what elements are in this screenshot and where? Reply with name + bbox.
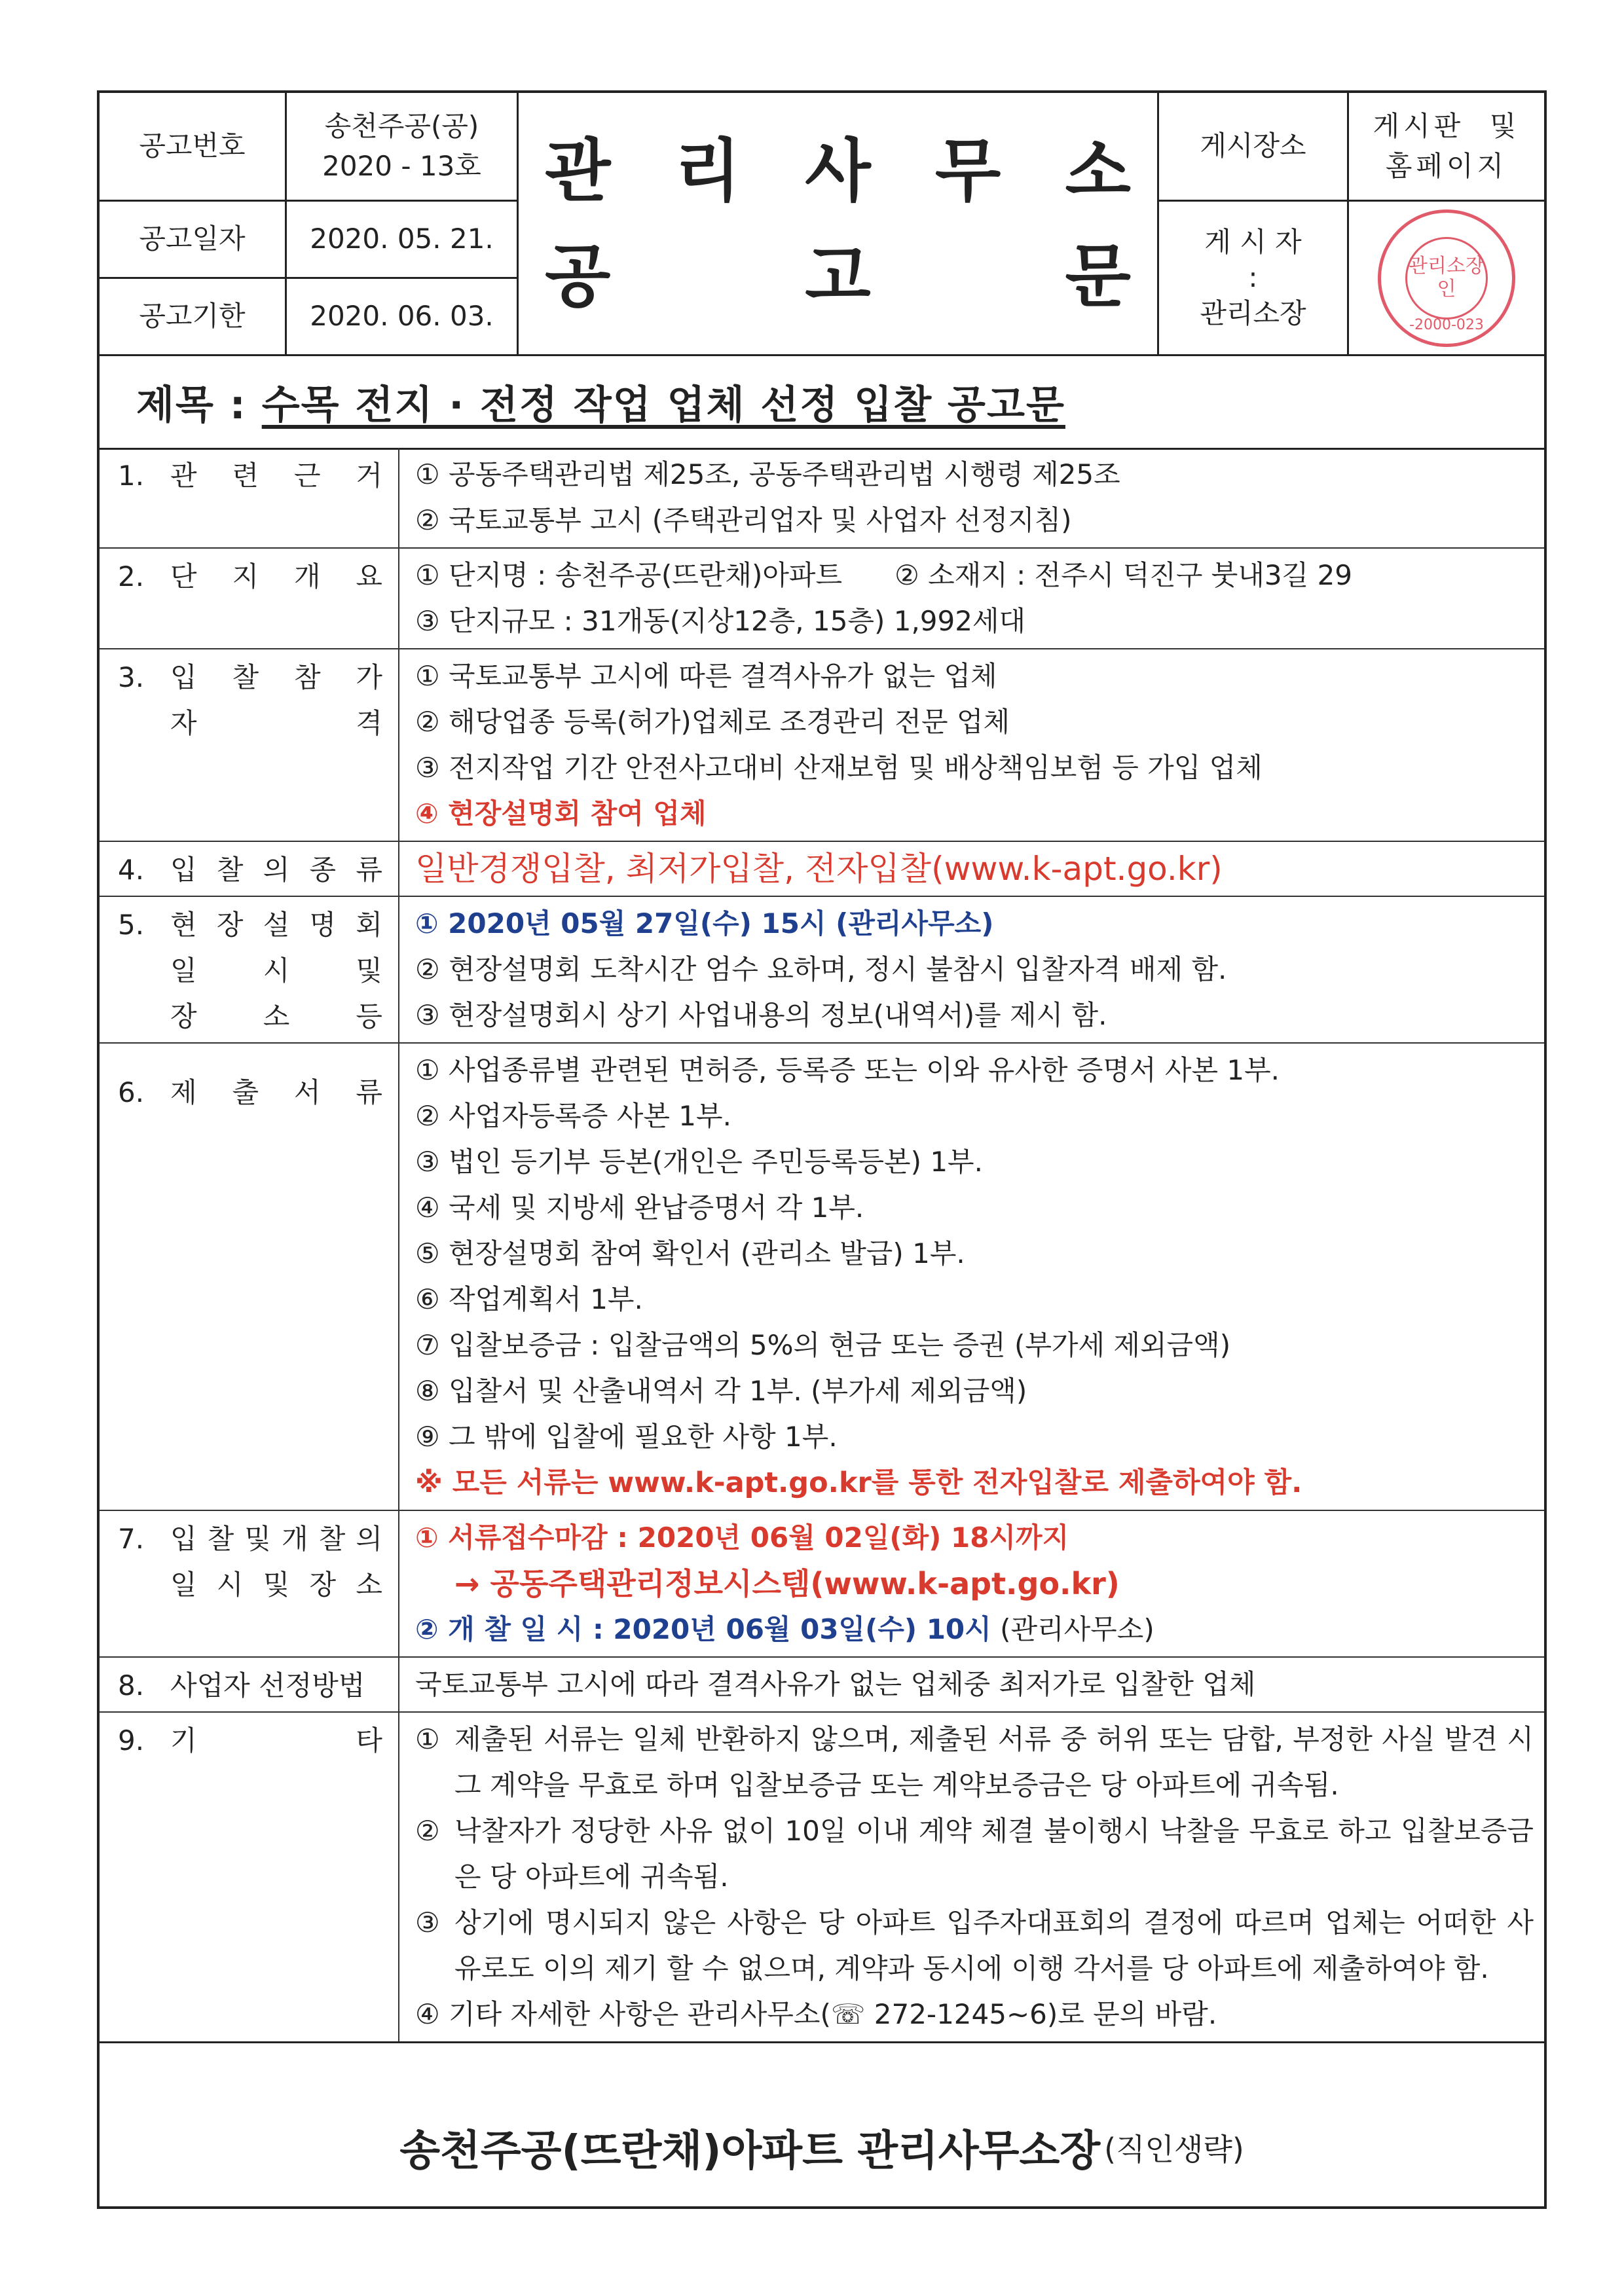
label-char: 찰 (216, 854, 244, 886)
content-item (415, 1717, 1534, 1808)
notice-date-label: 공고일자 (100, 202, 287, 279)
stamp-cell (1349, 202, 1544, 356)
label-char: 요 (356, 560, 382, 592)
poster-line2: : (1248, 261, 1258, 294)
label-char: 의 (263, 854, 290, 886)
section-number: 9. (118, 1724, 145, 1757)
label-char: 일 (170, 955, 197, 987)
label-char: 제 (170, 1076, 197, 1108)
label-text (170, 1070, 382, 1116)
item-marker: ① (415, 1723, 440, 1755)
section-content (399, 549, 1544, 648)
content-line-highlight: ① 서류접수마감 : 2020년 06월 02일(화) 18시까지 (415, 1522, 1069, 1554)
section-required-documents (100, 1044, 1544, 1511)
label-char: 단 (170, 560, 197, 592)
heading-char: 사 (805, 130, 871, 211)
label-char: 장 (216, 909, 244, 941)
content-line: ① 단지명 : 송천주공(뜨란채)아파트 (415, 559, 843, 591)
label-char: 거 (356, 460, 382, 492)
poster-line3: 관리소장 (1200, 297, 1306, 329)
label-char: 개 (282, 1523, 308, 1555)
item-text: 제출된 서류는 일체 반환하지 않으며, 제출된 서류 중 허위 또는 담합, 부정한 사실 발견 시 그 계약을 무효로 하며 입찰보증금 또는 계약보증금은 당 아파트에 귀속됨. (454, 1723, 1534, 1801)
label-char: 장 (309, 1569, 337, 1601)
section-number: 8. (118, 1669, 145, 1702)
label-text (170, 554, 382, 600)
notice-no-value (287, 93, 519, 202)
poster-label (1159, 202, 1349, 356)
section-bid-type (100, 842, 1544, 897)
label-char: 찰 (232, 661, 259, 693)
heading-char: 리 (674, 130, 741, 211)
section-label (100, 1658, 399, 1711)
section-legal-basis (100, 448, 1544, 549)
content-line-highlight: ② 개 찰 일 시 : 2020년 06월 03일(수) 10시 (415, 1613, 991, 1645)
label-text (170, 948, 382, 994)
section-complex-overview (100, 549, 1544, 649)
section-other (100, 1713, 1544, 2043)
notice-header (100, 93, 1544, 356)
content-line: ⑦ 입찰보증금 : 입찰금액의 5%의 현금 또는 증권 (부가세 제외금액) (415, 1329, 1231, 1361)
section-content (399, 897, 1544, 1042)
section-bid-opening (100, 1511, 1544, 1658)
content-line: ② 현장설명회 도착시간 엄수 요하며, 정시 불참시 입찰자격 배제 함. (415, 953, 1227, 985)
deadline-value: 2020. 06. 03. (287, 279, 519, 356)
content-note-highlight: ※ 모든 서류는 www.k-apt.go.kr를 통한 전자입찰로 제출하여야 함. (415, 1467, 1302, 1499)
content-line-highlight: ④ 현장설명회 참여 업체 (415, 797, 707, 829)
item-marker: ② (415, 1815, 440, 1847)
label-text: 사업자 선정방법 (170, 1669, 365, 1702)
label-text (170, 994, 382, 1040)
footer-signatory: 송천주공(뜨란채)아파트 관리사무소장 (399, 2127, 1101, 2176)
section-label (100, 549, 399, 648)
content-line: ③ 현장설명회시 상기 사업내용의 정보(내역서)를 제시 함. (415, 999, 1107, 1031)
content-line: ⑤ 현장설명회 참여 확인서 (관리소 발급) 1부. (415, 1237, 965, 1269)
content-line: (관리사무소) (991, 1613, 1154, 1645)
content-line: ② 국토교통부 고시 (주택관리업자 및 사업자 선정지침) (415, 504, 1072, 536)
section-label (100, 1044, 399, 1510)
label-char: 소 (356, 1569, 382, 1601)
seal-center-text: 관리소장인 (1405, 237, 1488, 319)
section-number: 3. (118, 661, 145, 693)
post-place-label: 게시장소 (1159, 93, 1349, 202)
section-label (100, 1511, 399, 1656)
content-line: ② 사업자등록증 사본 1부. (415, 1100, 731, 1132)
office-notice-heading (519, 93, 1159, 356)
label-char: 종 (309, 854, 337, 886)
label-text (170, 847, 382, 893)
content-line: ② 소재지 : 전주시 덕진구 붓내3길 29 (895, 559, 1353, 591)
section-bid-eligibility (100, 649, 1544, 842)
post-place-line2: 홈페이지 (1385, 149, 1508, 182)
heading-char: 공 (545, 236, 611, 316)
item-marker: ③ (415, 1906, 440, 1939)
label-char: 장 (170, 1000, 197, 1032)
label-text (170, 701, 382, 746)
label-char: 설 (263, 909, 290, 941)
footer-seal-omitted: (직인생략) (1104, 2132, 1244, 2167)
section-label (100, 897, 399, 1042)
label-char: 참 (293, 661, 321, 693)
content-line-highlight: ① 2020년 05월 27일(수) 15시 (관리사무소) (415, 907, 994, 939)
label-char: 입 (170, 1523, 197, 1555)
label-char: 입 (170, 854, 197, 886)
notice-date-value: 2020. 05. 21. (287, 202, 519, 279)
seal-ring-text: -2000-023 (1409, 316, 1484, 333)
content-line-highlight: → 공동주택관리정보시스템(www.k-apt.go.kr) (454, 1566, 1120, 1601)
label-text (170, 1718, 382, 1764)
section-number: 5. (118, 909, 145, 941)
content-line: ① 사업종류별 관련된 면허증, 등록증 또는 이와 유사한 증명서 사본 1부. (415, 1054, 1280, 1086)
content-line: ② 해당업종 등록(허가)업체로 조경관리 전문 업체 (415, 706, 1010, 738)
section-content (399, 649, 1544, 841)
section-content (399, 448, 1544, 547)
section-number: 7. (118, 1523, 145, 1555)
label-char: 및 (263, 1569, 290, 1601)
notice-no-line2: 2020 - 13호 (322, 149, 481, 182)
deadline-label: 공고기한 (100, 279, 287, 356)
label-char: 격 (356, 707, 382, 739)
content-line: ⑨ 그 밖에 입찰에 필요한 사항 1부. (415, 1421, 838, 1453)
label-char: 의 (356, 1523, 382, 1555)
label-char: 기 (170, 1724, 197, 1757)
signature-footer (100, 2088, 1544, 2206)
label-char: 개 (293, 560, 321, 592)
content-line: ⑧ 입찰서 및 산출내역서 각 1부. (부가세 제외금액) (415, 1375, 1027, 1407)
label-char: 소 (263, 1000, 290, 1032)
notice-body-table (100, 448, 1544, 2043)
section-selection-method (100, 1658, 1544, 1713)
label-char: 회 (356, 909, 382, 941)
content-line-highlight: 일반경쟁입찰, 최저가입찰, 전자입찰(www.k-apt.go.kr) (415, 850, 1223, 888)
official-seal-stamp (1378, 210, 1515, 347)
notice-no-line1: 송천주공(공) (324, 109, 479, 142)
section-number: 6. (118, 1076, 145, 1108)
label-char: 등 (356, 1000, 382, 1032)
label-char: 련 (232, 460, 259, 492)
notice-no-label: 공고번호 (100, 93, 287, 202)
item-text: 낙찰자가 정당한 사유 없이 10일 이내 계약 체결 불이행시 낙찰을 무효로 하고 입찰보증금은 당 아파트에 귀속됨. (454, 1815, 1534, 1893)
title-prefix: 제목 : (136, 382, 262, 428)
section-number: 1. (118, 460, 145, 492)
label-char: 입 (170, 661, 197, 693)
label-char: 명 (309, 909, 337, 941)
section-label (100, 649, 399, 841)
title-row (100, 356, 1544, 450)
label-char: 시 (216, 1569, 244, 1601)
notice-sheet (97, 90, 1547, 2209)
heading-char: 무 (934, 130, 1001, 211)
content-line: ① 국토교통부 고시에 따른 결격사유가 없는 업체 (415, 660, 997, 692)
label-char: 출 (232, 1076, 259, 1108)
content-line: ⑥ 작업계획서 1부. (415, 1283, 643, 1315)
label-char: 및 (244, 1523, 271, 1555)
label-text (170, 902, 382, 948)
section-content (399, 1713, 1544, 2041)
section-number: 4. (118, 854, 145, 886)
label-char: 찰 (318, 1523, 346, 1555)
poster-line1: 게 시 자 (1204, 225, 1302, 258)
label-char: 시 (263, 955, 290, 987)
content-line: ① 공동주택관리법 제25조, 공동주택관리법 시행령 제25조 (415, 458, 1120, 490)
label-char: 타 (356, 1724, 382, 1757)
label-char: 근 (293, 460, 321, 492)
section-content (399, 1044, 1544, 1510)
content-line: ③ 법인 등기부 등본(개인은 주민등록등본) 1부. (415, 1146, 983, 1178)
section-number: 2. (118, 560, 145, 592)
post-place-line1: 게시판 및 (1373, 109, 1521, 142)
section-label (100, 1713, 399, 2041)
heading-char: 소 (1065, 130, 1131, 211)
notice-title (136, 374, 1065, 430)
label-char: 현 (170, 909, 197, 941)
label-char: 류 (356, 854, 382, 886)
content-line: ④ 기타 자세한 사항은 관리사무소(☏ 272-1245~6)로 문의 바람. (415, 1998, 1217, 2030)
label-text (170, 1516, 382, 1562)
content-line: ④ 국세 및 지방세 완납증명서 각 1부. (415, 1192, 864, 1224)
post-place-value (1349, 93, 1544, 202)
section-content (399, 1511, 1544, 1656)
title-text: 수목 전지 · 전정 작업 업체 선정 입찰 공고문 (261, 382, 1065, 428)
label-char: 류 (356, 1076, 382, 1108)
label-char: 및 (356, 955, 382, 987)
heading-char: 문 (1065, 236, 1131, 316)
heading-line-notice (519, 227, 1157, 326)
section-site-briefing (100, 897, 1544, 1044)
section-label (100, 842, 399, 896)
content-line: ③ 전지작업 기간 안전사고대비 산재보험 및 배상책임보험 등 가입 업체 (415, 752, 1263, 784)
content-item (415, 1808, 1534, 1900)
label-text (170, 1562, 382, 1608)
label-char: 서 (293, 1076, 321, 1108)
content-line: 국토교통부 고시에 따라 결격사유가 없는 업체중 최저가로 입찰한 업체 (415, 1668, 1256, 1700)
heading-line-office (519, 122, 1157, 221)
item-text: 상기에 명시되지 않은 사항은 당 아파트 입주자대표회의 결정에 따르며 업체는 어떠한 사유로도 이의 제기 할 수 없으며, 계약과 동시에 이행 각서를 당 아파트에 제출하여야 함. (454, 1906, 1534, 1984)
section-label (100, 448, 399, 547)
heading-char: 관 (545, 130, 611, 211)
content-item (415, 1900, 1534, 1992)
label-char: 자 (170, 707, 197, 739)
label-text (170, 655, 382, 701)
section-content (399, 1658, 1544, 1711)
content-line: ③ 단지규모 : 31개동(지상12층, 15층) 1,992세대 (415, 605, 1026, 637)
label-char: 관 (170, 460, 197, 492)
label-char: 일 (170, 1569, 197, 1601)
label-char: 지 (232, 560, 259, 592)
heading-char: 고 (805, 236, 871, 316)
label-char: 찰 (207, 1523, 234, 1555)
label-text (170, 453, 382, 499)
section-content (399, 842, 1544, 896)
label-char: 가 (356, 661, 382, 693)
